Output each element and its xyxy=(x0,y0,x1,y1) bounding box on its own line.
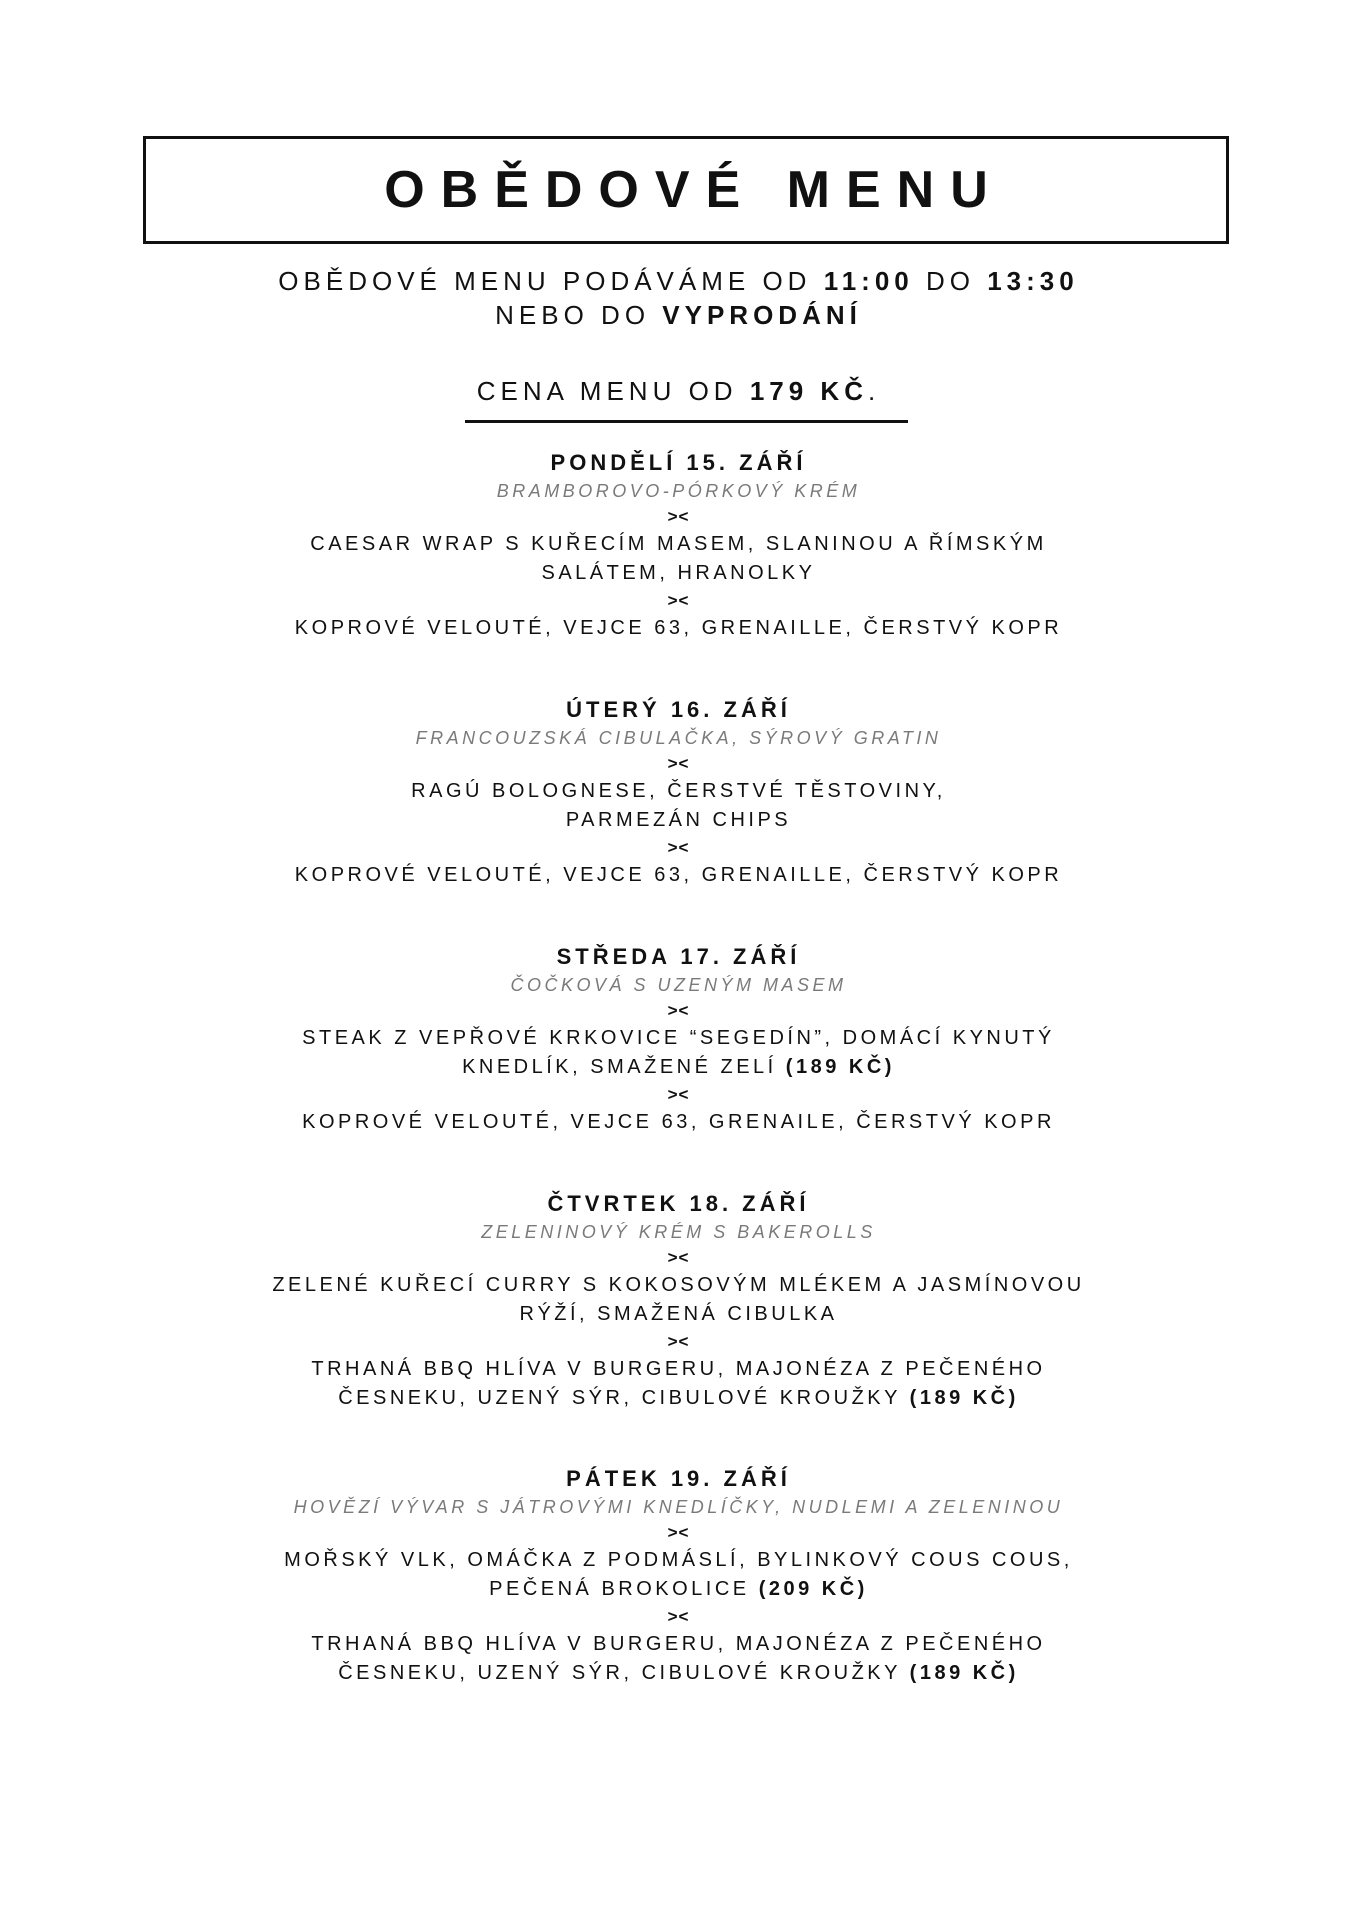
dish-1 xyxy=(0,530,1357,588)
dish-line xyxy=(0,1575,1357,1604)
dish-price: (209 KČ) xyxy=(758,1578,868,1600)
day-title: PONDĚLÍ 15. ZÁŘÍ xyxy=(550,450,807,475)
dish-1 xyxy=(0,777,1357,835)
dish-line xyxy=(0,559,1357,588)
dish-line-text: ČESNEKU, UZENÝ SÝR, CIBULOVÉ KROUŽKY xyxy=(338,1662,910,1684)
dish-2 xyxy=(0,1355,1357,1413)
day-title: ÚTERÝ 16. ZÁŘÍ xyxy=(566,697,791,722)
day-section-thursday xyxy=(0,1189,1357,1413)
dish-1 xyxy=(0,1546,1357,1604)
dish-line: KOPROVÉ VELOUTÉ, VEJCE 63, GRENAILLE, ČERSTVÝ KOPR xyxy=(294,617,1063,639)
soup: ČOČKOVÁ S UZENÝM MASEM xyxy=(510,975,847,995)
day-section-friday xyxy=(0,1464,1357,1688)
serving-hours-connector: DO xyxy=(913,266,988,296)
separator: >< xyxy=(667,1001,690,1020)
dish-line xyxy=(0,806,1357,835)
dish-line xyxy=(0,1053,1357,1082)
menu-price xyxy=(0,374,1357,408)
page-title: OBĚDOVÉ MENU xyxy=(384,161,1004,219)
dish-line-text: SALÁTEM, HRANOLKY xyxy=(541,562,816,584)
sold-out-bold: VYPRODÁNÍ xyxy=(662,300,862,330)
separator: >< xyxy=(667,1523,690,1542)
dish-line: KOPROVÉ VELOUTÉ, VEJCE 63, GRENAILE, ČERSTVÝ KOPR xyxy=(302,1111,1055,1133)
separator: >< xyxy=(667,754,690,773)
dish-1 xyxy=(0,1024,1357,1082)
menu-price-value: 179 KČ xyxy=(749,376,868,406)
separator: >< xyxy=(667,1248,690,1267)
separator: >< xyxy=(667,1332,690,1351)
dish-line-text: PEČENÁ BROKOLICE xyxy=(489,1578,759,1600)
dish-line-text: PARMEZÁN CHIPS xyxy=(565,809,792,831)
dish-price: (189 KČ) xyxy=(909,1662,1019,1684)
serving-hours-line-1 xyxy=(0,264,1357,298)
dish-line-text: ČESNEKU, UZENÝ SÝR, CIBULOVÉ KROUŽKY xyxy=(338,1387,910,1409)
soup: BRAMBOROVO-PÓRKOVÝ KRÉM xyxy=(496,481,861,501)
dish-line: STEAK Z VEPŘOVÉ KRKOVICE “SEGEDÍN”, DOMÁCÍ KYNUTÝ xyxy=(302,1027,1055,1049)
dish-2 xyxy=(0,614,1357,643)
day-title: PÁTEK 19. ZÁŘÍ xyxy=(566,1466,791,1491)
soup: HOVĚZÍ VÝVAR S JÁTROVÝMI KNEDLÍČKY, NUDLEMI A ZELENINOU xyxy=(293,1497,1064,1517)
dish-line: ZELENÉ KUŘECÍ CURRY S KOKOSOVÝM MLÉKEM A JASMÍNOVOU xyxy=(272,1274,1085,1296)
dish-line xyxy=(0,1384,1357,1413)
time-from: 11:00 xyxy=(823,266,914,296)
dish-line: MOŘSKÝ VLK, OMÁČKA Z PODMÁSLÍ, BYLINKOVÝ COUS COUS, xyxy=(284,1549,1073,1571)
time-to: 13:30 xyxy=(987,266,1079,296)
sold-out-text: NEBO DO xyxy=(495,300,663,330)
dish-1 xyxy=(0,1271,1357,1329)
divider-line xyxy=(465,420,908,423)
day-section-monday xyxy=(0,448,1357,643)
dish-line: CAESAR WRAP S KUŘECÍM MASEM, SLANINOU A ŘÍMSKÝM xyxy=(310,533,1047,555)
soup: ZELENINOVÝ KRÉM S BAKEROLLS xyxy=(481,1222,876,1242)
dish-line xyxy=(0,1300,1357,1329)
separator: >< xyxy=(667,591,690,610)
dish-2 xyxy=(0,1108,1357,1137)
day-section-tuesday xyxy=(0,695,1357,890)
day-title: ČTVRTEK 18. ZÁŘÍ xyxy=(547,1191,810,1216)
dish-price: (189 KČ) xyxy=(909,1387,1019,1409)
dish-line-text: RÝŽÍ, SMAŽENÁ CIBULKA xyxy=(519,1303,838,1325)
serving-hours xyxy=(0,264,1357,332)
dish-2 xyxy=(0,1630,1357,1688)
day-section-wednesday xyxy=(0,942,1357,1137)
serving-hours-text: OBĚDOVÉ MENU PODÁVÁME OD xyxy=(278,266,824,296)
separator: >< xyxy=(667,1085,690,1104)
day-title: STŘEDA 17. ZÁŘÍ xyxy=(556,944,801,969)
dish-line-text: KNEDLÍK, SMAŽENÉ ZELÍ xyxy=(462,1056,786,1078)
dish-line: TRHANÁ BBQ HLÍVA V BURGERU, MAJONÉZA Z PEČENÉHO xyxy=(311,1633,1046,1655)
dish-line xyxy=(0,1659,1357,1688)
dish-price: (189 KČ) xyxy=(785,1056,895,1078)
serving-hours-line-2 xyxy=(0,298,1357,332)
menu-price-suffix: . xyxy=(867,376,881,406)
separator: >< xyxy=(667,838,690,857)
separator: >< xyxy=(667,507,690,526)
dish-line: RAGÚ BOLOGNESE, ČERSTVÉ TĚSTOVINY, xyxy=(411,780,946,802)
title-box xyxy=(143,136,1229,244)
menu-price-label: CENA MENU OD xyxy=(476,376,750,406)
dish-line: KOPROVÉ VELOUTÉ, VEJCE 63, GRENAILLE, ČERSTVÝ KOPR xyxy=(294,864,1063,886)
dish-2 xyxy=(0,861,1357,890)
separator: >< xyxy=(667,1607,690,1626)
soup: FRANCOUZSKÁ CIBULAČKA, SÝROVÝ GRATIN xyxy=(415,728,942,748)
dish-line: TRHANÁ BBQ HLÍVA V BURGERU, MAJONÉZA Z PEČENÉHO xyxy=(311,1358,1046,1380)
